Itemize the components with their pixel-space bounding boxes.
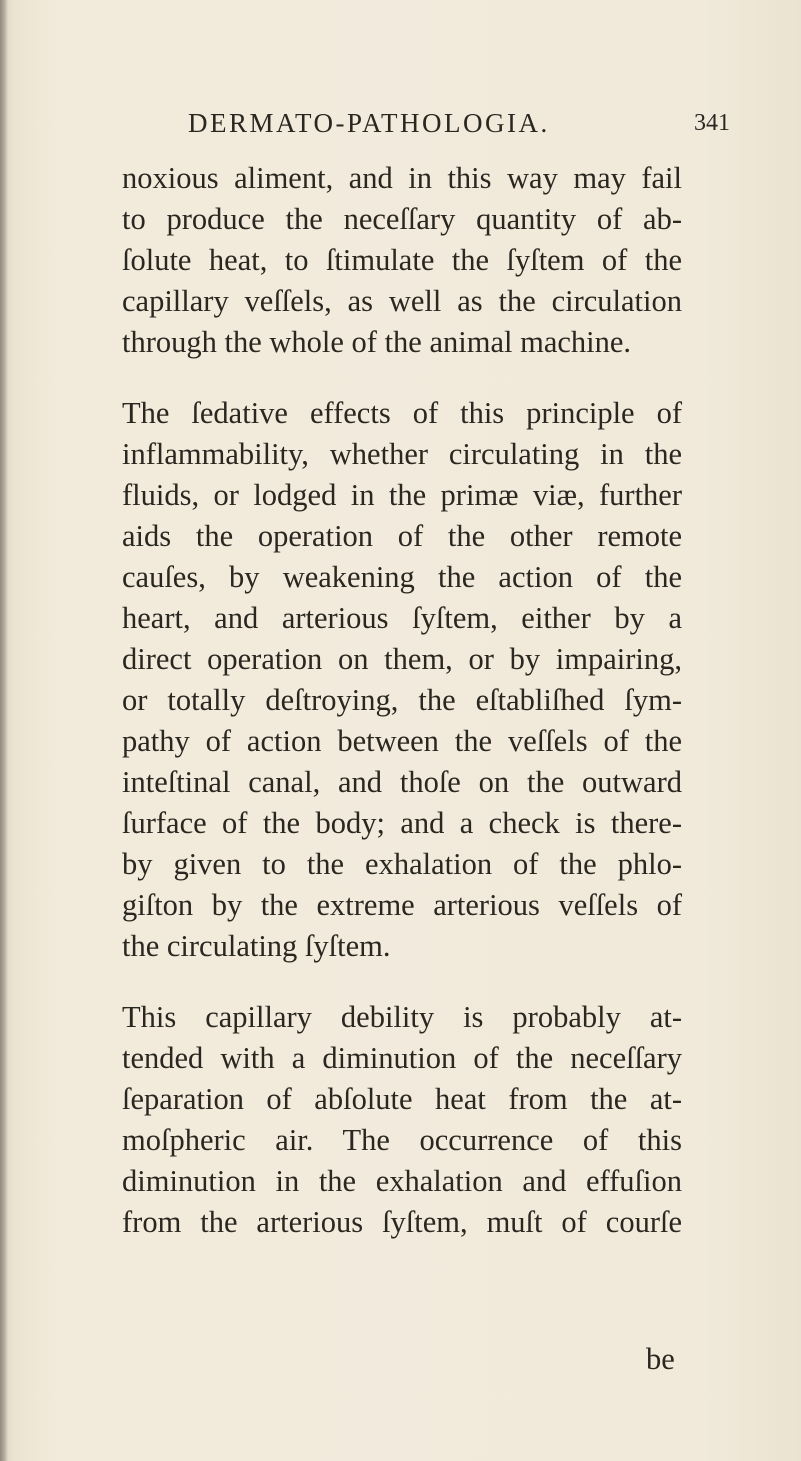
text-line: noxious aliment, and in this way may fail xyxy=(122,161,682,195)
text-line: heart, and arterious ſyſtem, either by a xyxy=(122,601,682,635)
text-line: to produce the neceſſary quantity of ab- xyxy=(122,202,682,236)
page-spine-shadow xyxy=(0,0,8,1461)
text-line: ſurface of the body; and a check is there- xyxy=(122,806,682,840)
text-line: diminution in the exhalation and effuſion xyxy=(122,1164,682,1198)
text-line: ſeparation of abſolute heat from the at- xyxy=(122,1082,682,1116)
text-line: ſolute heat, to ſtimulate the ſyſtem of the xyxy=(122,243,682,277)
paragraph-gap xyxy=(122,363,682,393)
paragraph-2 xyxy=(122,393,682,967)
text-line: This capillary debility is probably at- xyxy=(122,1000,682,1034)
text-line: direct operation on them, or by impairing, xyxy=(122,642,682,676)
page-number: 341 xyxy=(694,110,730,136)
text-line: the circulating ſyſtem. xyxy=(122,929,391,963)
text-line: capillary veſſels, as well as the circulation xyxy=(122,284,682,318)
text-line: by given to the exhalation of the phlo- xyxy=(122,847,682,881)
text-line: from the arterious ſyſtem, muſt of courſe xyxy=(122,1205,682,1239)
text-line: aids the operation of the other remote xyxy=(122,519,682,553)
text-line: through the whole of the animal machine. xyxy=(122,325,632,359)
body-text xyxy=(122,158,682,1243)
text-line: or totally deſtroying, the eſtabliſhed ſym- xyxy=(122,683,682,717)
text-line: inflammability, whether circulating in the xyxy=(122,437,682,471)
text-line: The ſedative effects of this principle of xyxy=(122,396,682,430)
page-header xyxy=(0,108,801,148)
text-line: pathy of action between the veſſels of the xyxy=(122,724,682,758)
text-line: tended with a diminution of the neceſſary xyxy=(122,1041,682,1075)
text-line: fluids, or lodged in the primæ viæ, further xyxy=(122,478,682,512)
running-title: DERMATO-PATHOLOGIA. xyxy=(188,108,550,138)
paragraph-gap xyxy=(122,967,682,997)
text-line: inteſtinal canal, and thoſe on the outward xyxy=(122,765,682,799)
catchword: be xyxy=(646,1342,675,1376)
text-line: giſton by the extreme arterious veſſels of xyxy=(122,888,682,922)
text-line: cauſes, by weakening the action of the xyxy=(122,560,682,594)
paragraph-3 xyxy=(122,997,682,1243)
text-line: moſpheric air. The occurrence of this xyxy=(122,1123,682,1157)
paragraph-1 xyxy=(122,158,682,363)
